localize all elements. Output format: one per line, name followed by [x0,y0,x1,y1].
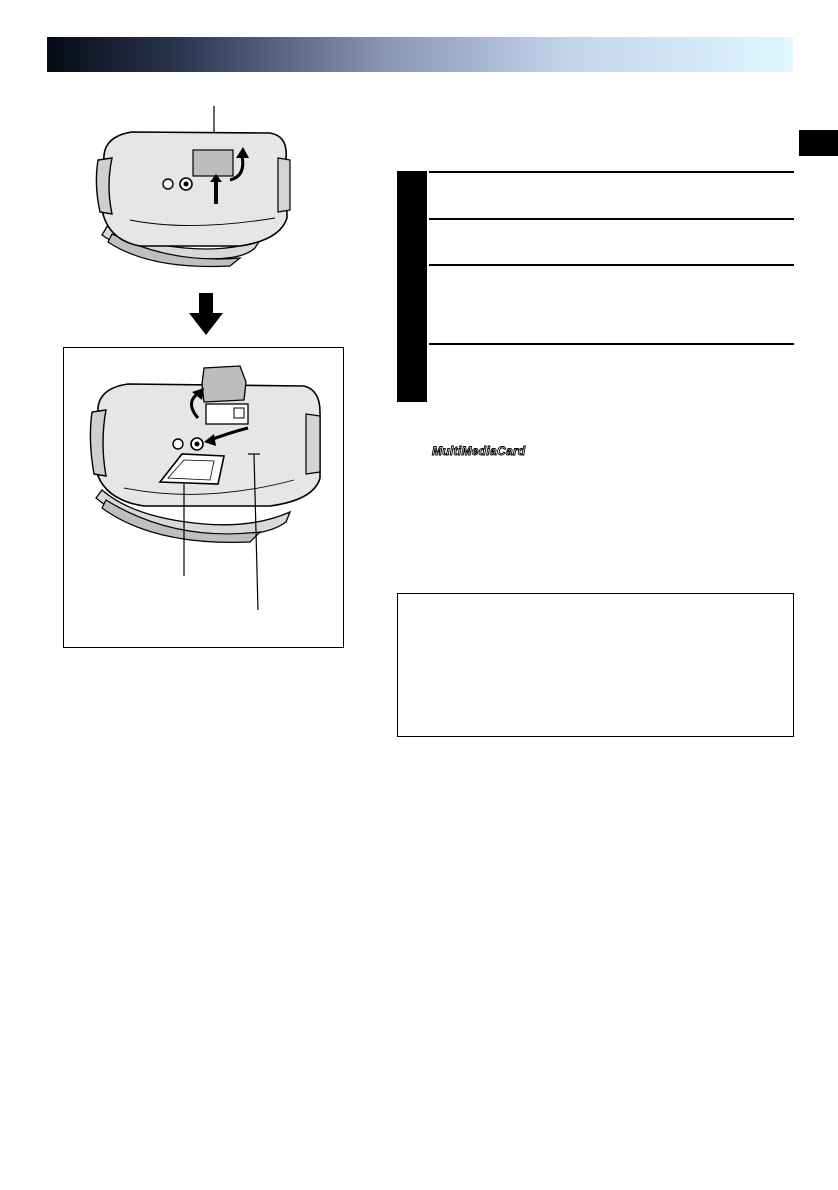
lens-end [90,410,106,476]
multimediacard-logo: MultiMediaCard [432,444,526,458]
camcorder-open-illustration [64,348,345,649]
section-tab-marker [799,130,838,156]
header-gradient-bar [47,37,793,72]
note-box [397,593,794,737]
camcorder-closed-illustration [90,100,305,280]
card-slot [206,404,248,424]
camcorder-body [102,132,287,246]
lens-end [96,158,112,214]
tripod-socket-center [184,182,189,187]
tripod-socket-icon [173,439,183,449]
step-divider-3 [429,264,794,266]
card-cover-open [202,366,246,402]
tripod-socket-center [195,442,200,447]
step-divider-1 [429,171,794,173]
side-panel [278,158,290,212]
card-cover [193,150,233,176]
step-divider-2 [429,218,794,220]
figure-frame [63,347,344,648]
step-sidebar-block [397,171,427,402]
down-arrow-icon [189,293,223,335]
tripod-socket-icon [163,179,173,189]
step-divider-4 [429,343,794,345]
side-panel [306,414,320,474]
